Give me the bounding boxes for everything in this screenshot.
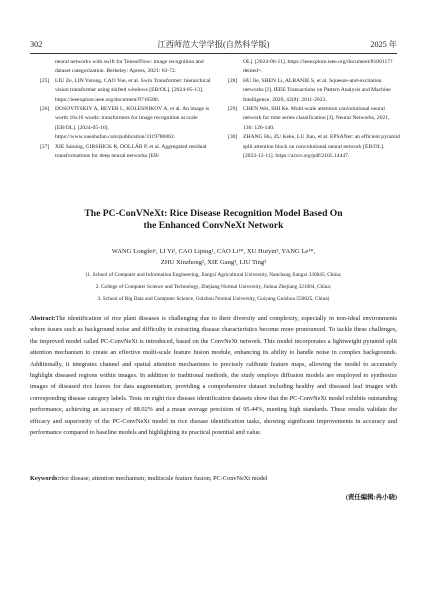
reference-text: CHEN Wei, SHI Ke. Multi-scale attention convolutional neural network for time series classification [J]. Neural Networks, 2021, 136: 126-140. xyxy=(243,106,390,131)
header-rule xyxy=(30,53,397,54)
reference-number: [26] xyxy=(40,106,50,113)
paper-title-line-1: The PC-ConVNeXt: Rice Disease Recognition Model Based On xyxy=(84,208,343,219)
references-right-column xyxy=(228,58,400,161)
references-left-column xyxy=(40,58,213,161)
reference-text: ZHANG Hu, ZU Keke, LU Jian, et al. EPSANet: an efficient pyramid split attention block on convolutional neural network [EB/OL]. [2023-12-11]. https://arxiv.org/pdf/2105.14447. xyxy=(243,134,400,160)
abstract-text: The identification of rice plant diseases is challenging due to their diversity and complexity, especially in non-ideal environments where issues such as background noise and difficulty in extracting disease characteristics become more pronounced. To tackle these challenges, the improved model called PC-ConvNeXt is introduced, based on the ConvNeXt network. This model incorporates a lightweight pyramid split attention mechanism to create an effective multi-scale feature fusion module, enhancing its ability to handle noise in complex backgrounds. Additionally, it integrates channel and spatial attention mechanisms to precisely calibrate feature maps, allowing the model to accurately highlight diseased regions within images. In addition to traditional methods, the study employs diffusion models are employed to synthesize images of diseased rice leaves for data augmentation, providing a comprehensive dataset including healthy and diseased leaf images with corresponding disease category labels. Tests on eight rice disease identification datasets show that the PC-ConvNeXt model exhibits outstanding performance, achieving an accuracy of 88.02% and a mean average precision of 95.44%, meeting high standards. These results validate the efficacy and superiority of the PC-ConvNeXt model in rice disease identification tasks, showing significant improvements in accuracy and performance compared to baseline models and highlighting its practical potential and value. xyxy=(30,315,397,437)
reference-item xyxy=(228,133,400,161)
header-year: 2025 年 xyxy=(370,40,397,49)
reference-item xyxy=(228,77,400,105)
page-number: 302 xyxy=(30,40,43,49)
editor-note: (责任编辑:冉小晓) xyxy=(345,494,397,501)
authors-line-2: ZHU Xinzhong², XIE Gang³, LIU Ting³ xyxy=(160,259,267,266)
reference-text: LIU Ze, LIN Yutong, CAO Yue, et al. Swin Transformer: hierarchical vision transformer using shifted windows [EB/OL]. [2024-05-13]. https://ieeexplore.ieee.org/document/9710580. xyxy=(55,77,211,103)
reference-text: OL]. [2024-06-11]. https://ieeexplore.ieee.org/document/8100117?denied=. xyxy=(243,59,393,75)
affiliation-3: 3. School of Big Data and Computer Science, Guizhou Normal University, Guiyang Guizhou 550025, China) xyxy=(97,296,330,302)
reference-number: [28] xyxy=(228,77,238,84)
running-header xyxy=(30,38,397,52)
reference-number: [30] xyxy=(228,134,238,141)
reference-item xyxy=(228,105,400,133)
reference-text: XIE Saining, GIRSHICK R, DOLLÁR P, et al. Aggregated residual transformations for deep neural networks [EB/ xyxy=(55,143,207,160)
keywords xyxy=(30,474,397,484)
keywords-label: Keywords: xyxy=(30,475,60,482)
reference-item xyxy=(228,58,400,77)
abstract xyxy=(30,313,397,438)
abstract-label: Abstract: xyxy=(30,315,56,322)
affiliation-2: 2. College of Computer Science and Technology, Zhejiang Normal University, Jinhua Zhejiang 321004, China; xyxy=(95,284,332,290)
journal-title: 江西师范大学学报(自然科学版) xyxy=(157,40,270,49)
reference-text: HU Jie, SHEN Li, ALBANIE S, et al. Squeeze-and-excitation networks [J]. IEEE Transactions on Pattern Analysis and Machine Intelligence, 2020, 42(8): 2011-2023. xyxy=(243,77,391,103)
paper-title-line-2: the Enhanced ConvNeXt Network xyxy=(143,220,284,231)
reference-number: [27] xyxy=(40,143,50,150)
reference-item xyxy=(40,143,213,162)
reference-item xyxy=(40,77,213,105)
authors-line-1: WANG Longfei¹, LI Yi², CAO Liping¹, CAO Li¹*, XU Huiyin³, YANG Le¹*, xyxy=(111,248,316,255)
keywords-text: rice disease; attention mechanism; multiscale feature fusion; PC-ConvNeXt model xyxy=(59,475,268,482)
reference-item xyxy=(40,105,213,143)
reference-item xyxy=(40,58,213,77)
reference-number: [29] xyxy=(228,106,238,113)
reference-text: neural networks with swift for TensorFlow: image recognition and dataset categorization. Berkeley: Apress, 2021: 63-72. xyxy=(55,59,204,75)
reference-number: [25] xyxy=(40,77,50,84)
affiliation-1: (1. School of Computer and Information Engineering, Jiangxi Agricultural University, Nanchang Jiangxi 330045, China; xyxy=(85,272,342,278)
reference-text: DOSOVITSKIY A, BEYER L, KOLESNIKOV A, et al. An image is worth 16x16 words: transformers for image recognition at scale [EB/OL]. [2024-05-16]. https://www.xueshufan.com/publication/3119786062. xyxy=(55,106,210,141)
